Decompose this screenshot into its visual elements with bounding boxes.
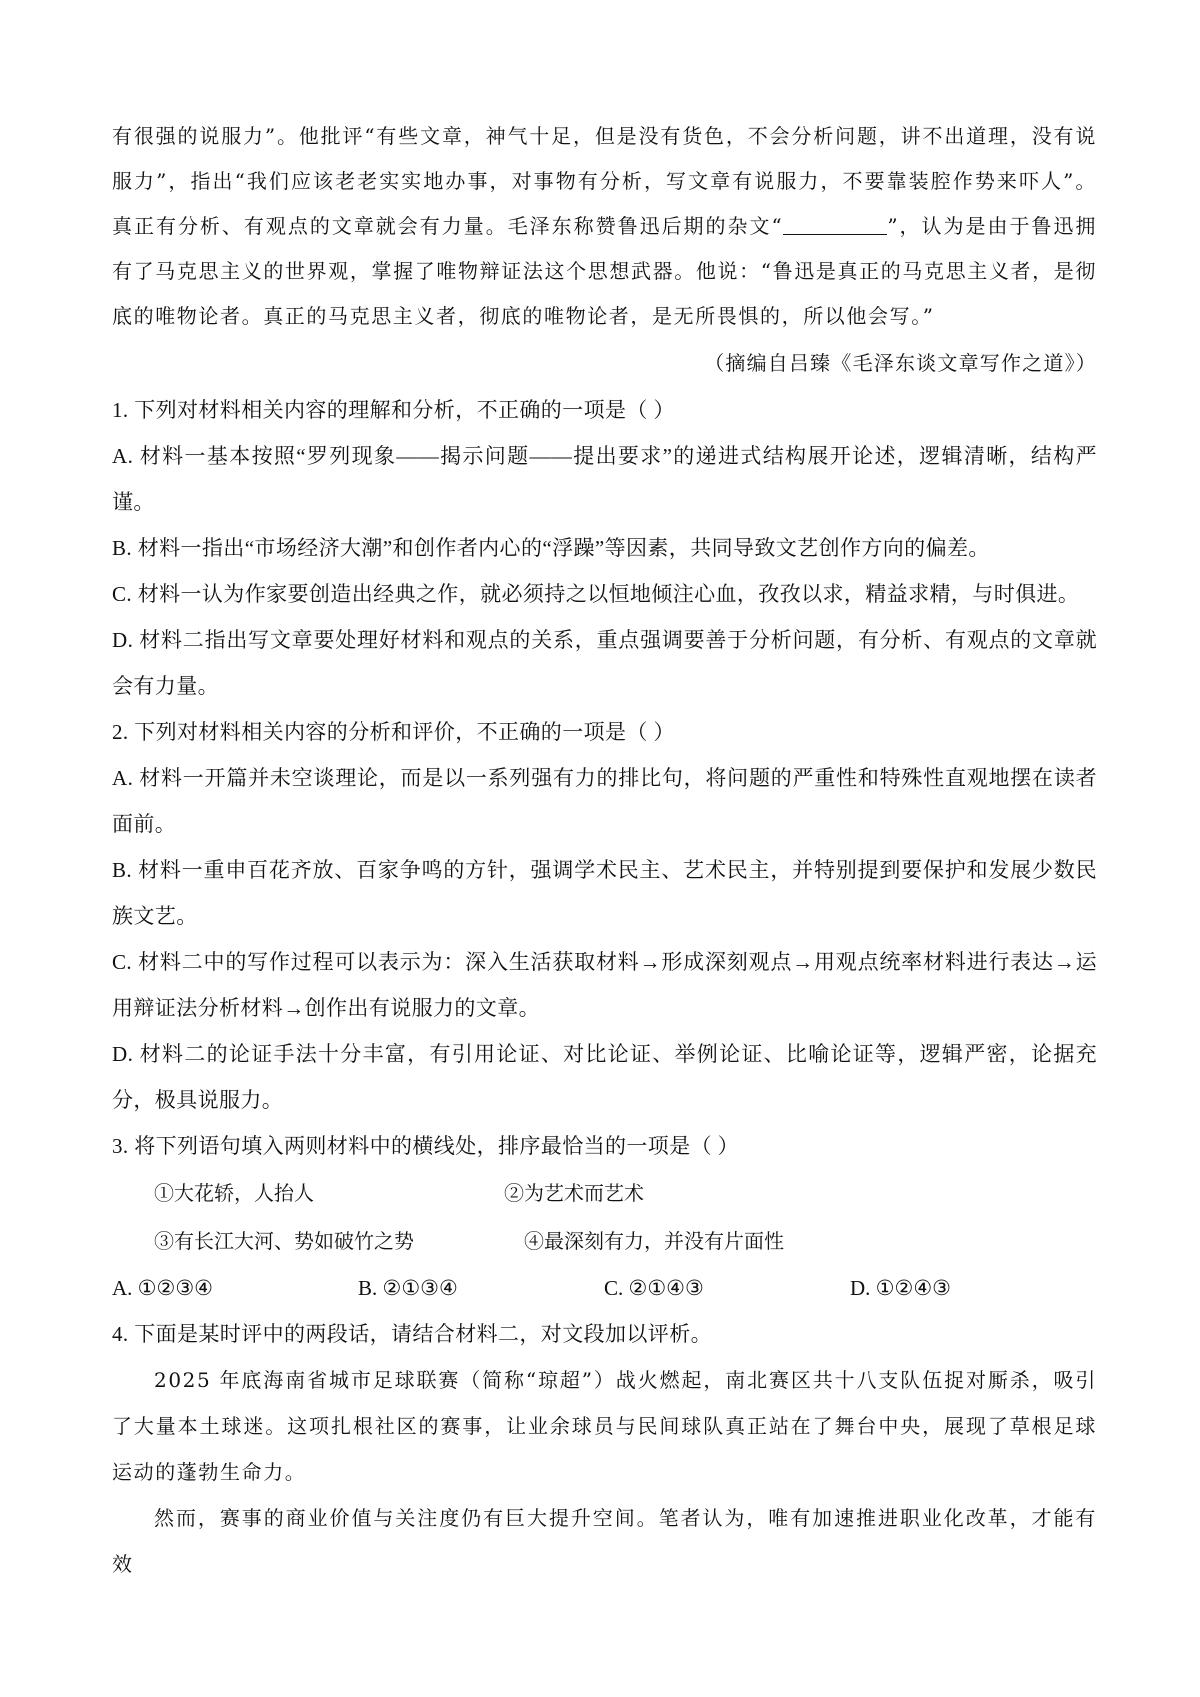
- passage-paragraph: [112, 114, 1097, 339]
- q2-option-b: B. 材料一重申百花齐放、百家争鸣的方针，强调学术民主、艺术民主，并特别提到要保护和发展少数民族文艺。: [112, 858, 1097, 928]
- q3-choices: [112, 1265, 1097, 1311]
- q3-stem: 3. 将下列语句填入两则材料中的横线处，排序最恰当的一项是（ ）: [112, 1134, 740, 1158]
- q3-sentence-2: ②为艺术而艺术: [504, 1181, 644, 1205]
- q1-stem: 1. 下列对材料相关内容的理解和分析，不正确的一项是（ ）: [112, 398, 675, 422]
- q3-sentence-3: ③有长江大河、势如破竹之势: [154, 1229, 414, 1253]
- q3-option-b: B. ②①③④: [358, 1276, 458, 1300]
- q2-option-d: D. 材料二的论证手法十分丰富，有引用论证、对比论证、举例论证、比喻论证等，逻辑严密，论据充分，极具说服力。: [112, 1042, 1097, 1112]
- passage-text: 有很强的说服力”。他批评“有些文章，神气十足，但是没有货色，不会分析问题，讲不出道理，没有说服力”，指出“我们应该老老实实地办事，对事物有分析，写文章有说服力，不要靠装腔作势来吓人”。真正有分析、有观点的文章就会有力量。毛泽东称赞鲁迅后期的杂文“: [112, 124, 1097, 238]
- q2-option-c: C. 材料二中的写作过程可以表示为：深入生活获取材料→形成深刻观点→用观点统率材料进行表达→运用辩证法分析材料→创作出有说服力的文章。: [112, 950, 1097, 1020]
- q3-sentence-4: ④最深刻有力，并没有片面性: [524, 1229, 784, 1253]
- source-citation: （摘编自吕臻《毛泽东谈文章写作之道》）: [704, 351, 1097, 375]
- q4-stem: 4. 下面是某时评中的两段话，请结合材料二，对文段加以评析。: [112, 1322, 712, 1346]
- q1-option-c: C. 材料一认为作家要创造出经典之作，就必须持之以恒地倾注心血，孜孜以求，精益求精，与时俱进。: [112, 582, 1080, 606]
- page-content: [112, 114, 1097, 1587]
- q4-paragraph-2: 然而，赛事的商业价值与关注度仍有巨大提升空间。笔者认为，唯有加速推进职业化改革，才能有效: [112, 1506, 1097, 1576]
- q3-sentence-1: ①大花轿，人抬人: [154, 1181, 314, 1205]
- q1-option-b: B. 材料一指出“市场经济大潮”和创作者内心的“浮躁”等因素，共同导致文艺创作方向的偏差。: [112, 536, 990, 560]
- q3-sentences-row-1: [112, 1169, 1097, 1217]
- q2-stem: 2. 下列对材料相关内容的分析和评价，不正确的一项是（ ）: [112, 720, 675, 744]
- q1-option-a: A. 材料一基本按照“罗列现象——揭示问题——提出要求”的递进式结构展开论述，逻辑清晰，结构严谨。: [112, 444, 1097, 514]
- q3-option-d: D. ①②④③: [850, 1276, 951, 1300]
- q3-option-c: C. ②①④③: [604, 1276, 704, 1300]
- q4-paragraph-1: 2025 年底海南省城市足球联赛（简称“琼超”）战火燃起，南北赛区共十八支队伍捉对厮杀，吸引了大量本土球迷。这项扎根社区的赛事，让业余球员与民间球队真正站在了舞台中央，展现了草根足球运动的蓬勃生命力。: [112, 1368, 1097, 1484]
- q2-option-a: A. 材料一开篇并未空谈理论，而是以一系列强有力的排比句，将问题的严重性和特殊性直观地摆在读者面前。: [112, 766, 1097, 836]
- q1-option-d: D. 材料二指出写文章要处理好材料和观点的关系，重点强调要善于分析问题，有分析、有观点的文章就会有力量。: [112, 628, 1097, 698]
- passage-text-cont: ”，认为是由于鲁迅拥有了马克思主义的世界观，掌握了唯物辩证法这个思想武器。他说：“鲁迅是真正的马克思主义者，是彻底的唯物论者。真正的马克思主义者，彻底的唯物论者，是无所畏惧的，所以他会写。”: [112, 214, 1097, 328]
- fill-blank: [783, 214, 887, 235]
- q3-sentences-row-2: [112, 1217, 1097, 1265]
- q3-option-a: A. ①②③④: [112, 1276, 213, 1300]
